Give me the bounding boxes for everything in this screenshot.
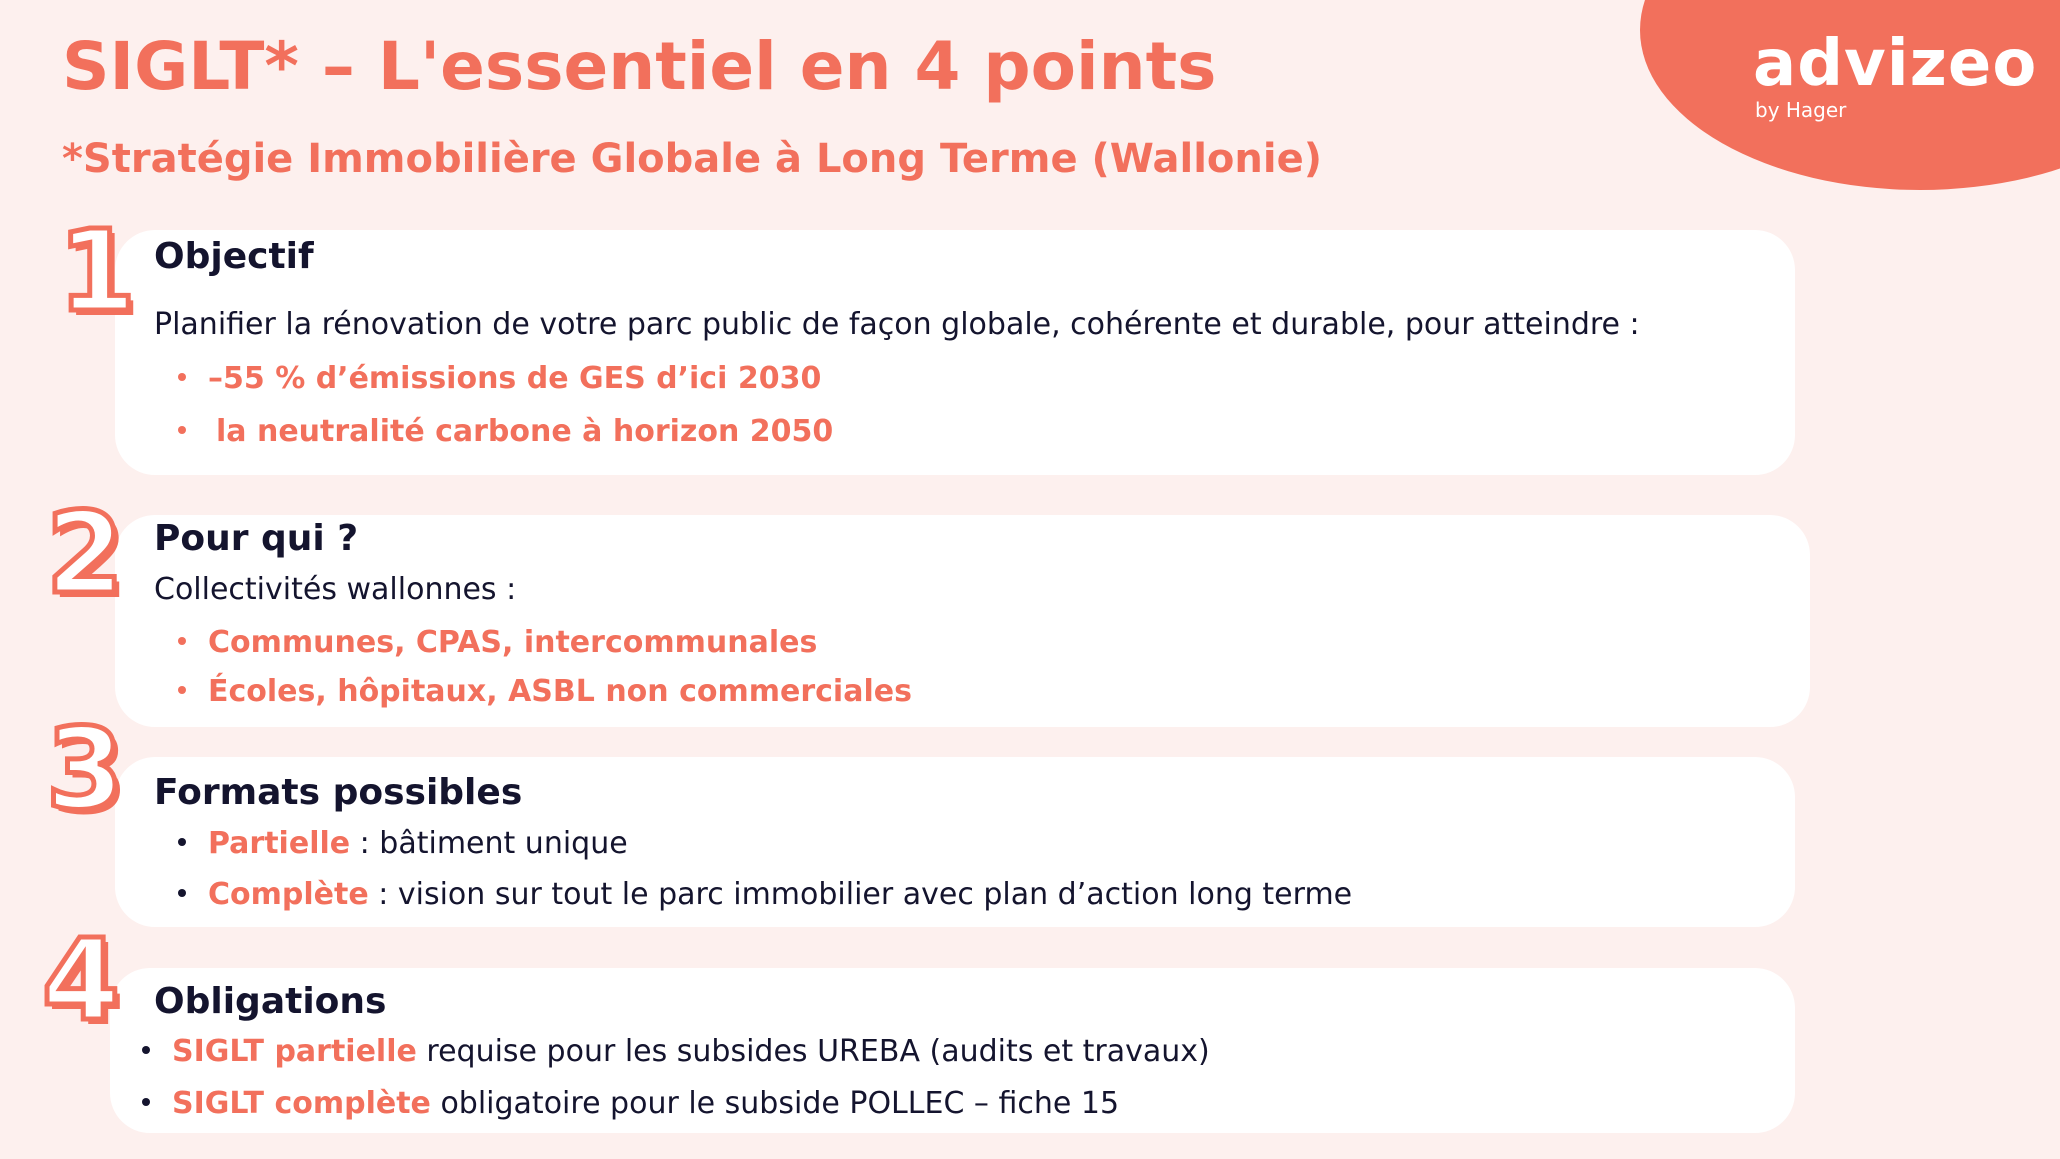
section-intro-objectif: Planifier la rénovation de votre parc public de façon globale, cohérente et durable, pour atteindre : bbox=[154, 307, 1640, 342]
advizeo-logo bbox=[1753, 26, 2037, 122]
bullet-text: : bâtiment unique bbox=[350, 826, 628, 861]
page-title: SIGLT* – L'essentiel en 4 points bbox=[62, 28, 1217, 105]
bullet-accent: –55 % d’émissions de GES d’ici 2030 bbox=[208, 361, 822, 396]
section-title-objectif: Objectif bbox=[154, 236, 314, 277]
list-item bbox=[178, 877, 1352, 912]
logo-wordmark: advizeo bbox=[1753, 27, 2038, 101]
bullet-dot bbox=[178, 838, 186, 846]
bullet-dot bbox=[142, 1098, 150, 1106]
bullet-dot bbox=[178, 686, 186, 694]
bullet-text: : vision sur tout le parc immobilier avec plan d’action long terme bbox=[368, 877, 1353, 912]
bullet-accent: la neutralité carbone à horizon 2050 bbox=[216, 414, 834, 449]
section-number-2: 2 bbox=[46, 489, 124, 619]
bullet-accent: SIGLT partielle bbox=[172, 1034, 417, 1069]
list-item bbox=[178, 625, 817, 660]
bullet-accent: Complète bbox=[208, 877, 369, 912]
section-number-3: 3 bbox=[46, 705, 124, 835]
bullet-accent: Communes, CPAS, intercommunales bbox=[208, 625, 818, 660]
list-item bbox=[178, 414, 833, 449]
page-subtitle: *Stratégie Immobilière Globale à Long Terme (Wallonie) bbox=[62, 136, 1322, 182]
bullet-accent: SIGLT complète bbox=[172, 1086, 431, 1121]
bullet-dot bbox=[178, 373, 186, 381]
bullet-dot bbox=[178, 889, 186, 897]
bullet-dot bbox=[178, 426, 186, 434]
section-title-formats: Formats possibles bbox=[154, 772, 523, 813]
section-number-4: 4 bbox=[42, 916, 120, 1046]
section-intro-pour-qui: Collectivités wallonnes : bbox=[154, 572, 517, 607]
list-item bbox=[178, 361, 821, 396]
section-title-obligations: Obligations bbox=[154, 981, 387, 1022]
list-item bbox=[142, 1034, 1210, 1069]
section-title-pour-qui: Pour qui ? bbox=[154, 518, 359, 559]
list-item bbox=[178, 674, 912, 709]
list-item bbox=[142, 1086, 1119, 1121]
logo-byline: by Hager bbox=[1755, 98, 1847, 122]
bullet-dot bbox=[142, 1046, 150, 1054]
list-item bbox=[178, 826, 628, 861]
bullet-text: requise pour les subsides UREBA (audits et travaux) bbox=[416, 1034, 1210, 1069]
bullet-accent: Partielle bbox=[208, 826, 351, 861]
bullet-text: obligatoire pour le subside POLLEC – fiche 15 bbox=[430, 1086, 1120, 1121]
section-number-1: 1 bbox=[58, 207, 136, 337]
bullet-dot bbox=[178, 637, 186, 645]
bullet-accent: Écoles, hôpitaux, ASBL non commerciales bbox=[208, 674, 912, 709]
